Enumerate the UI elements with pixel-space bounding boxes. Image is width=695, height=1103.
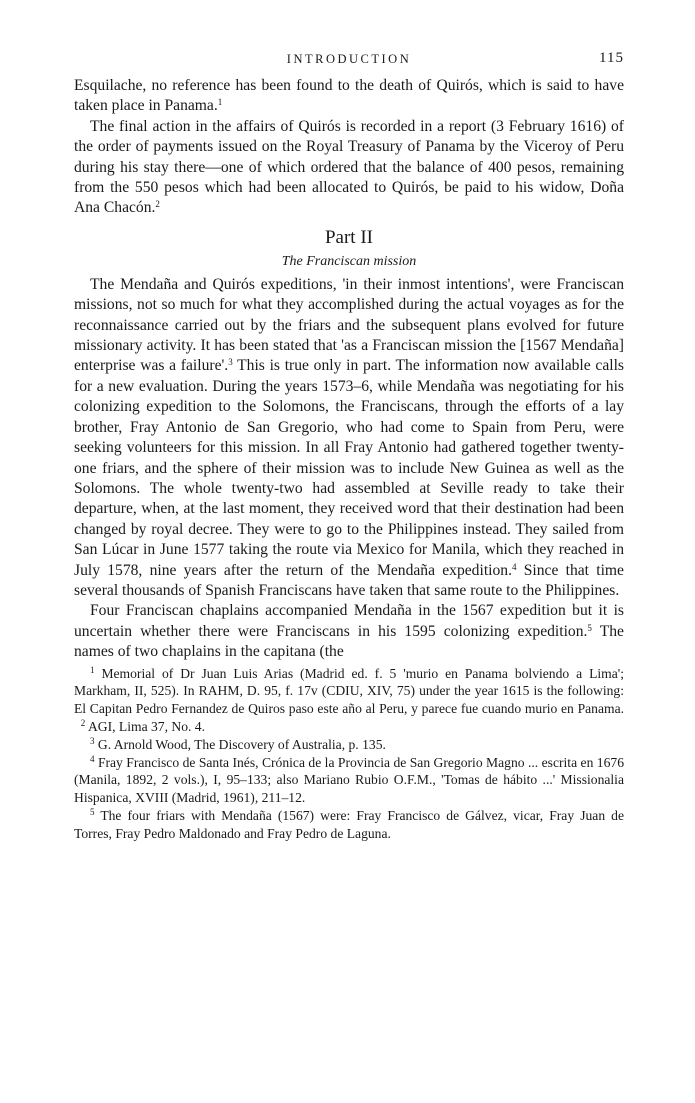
part-subheading: The Franciscan mission: [281, 253, 417, 269]
part-heading: Part II: [324, 226, 373, 248]
paragraph-text: Since that time several thousands of Spanish Franciscans have taken that same route to the Philippines.: [74, 561, 624, 599]
footnote-number: 2: [80, 717, 86, 728]
footnote-text: G. Arnold Wood, The Discovery of Australia, p. 135.: [97, 736, 386, 752]
footnote-text: AGI, Lima 37, No. 4.: [87, 718, 205, 734]
paragraph: [74, 601, 624, 662]
book-page: [74, 52, 624, 843]
footnote: [74, 736, 624, 754]
paragraph: [74, 275, 624, 602]
paragraph-text: The Mendaña and Quirós expeditions, 'in their inmost intentions', were Franciscan missions, not so much for what they accomplished during the actual voyages as for the reconnaissance carried out by the friars and the subsequent plans evolved for future missionary activity. It has been stated that 'as a Franciscan mission the [1567 Mendaña] enterprise was a failure'.: [74, 275, 624, 375]
footnote-number: 1: [90, 664, 95, 675]
footnote: [74, 665, 624, 736]
running-title: INTRODUCTION: [286, 52, 412, 66]
footnote: [74, 754, 624, 807]
footnote-number: 3: [90, 735, 95, 746]
paragraph-continued: [74, 76, 624, 117]
paragraph-text: Esquilache, no reference has been found to the death of Quirós, which is said to have taken place in Panama.: [74, 77, 624, 115]
body-text: [74, 76, 624, 663]
paragraph-text: Four Franciscan chaplains accompanied Mendaña in the 1567 expedition but it is uncertain whether there were Franciscans in his 1595 colonizing expedition.: [74, 602, 624, 640]
footnote-number: 5: [90, 806, 95, 817]
paragraph-text: The names of two chaplains in the capitana (the: [74, 622, 624, 661]
footnote-ref: 3: [228, 357, 233, 368]
footnote-ref: 1: [217, 97, 223, 108]
footnote-number: 4: [90, 753, 95, 764]
footnote: [74, 807, 624, 843]
footnote-ref: 2: [155, 199, 160, 210]
footnote-text: Memorial of Dr Juan Luis Arias (Madrid ed. f. 5 'murio en Panama bolviendo a Lima'; Markham, II, 525). In RAHM, D. 95, f. 17v (CDIU, XIV, 75) under the year 1615 is the following: El Capitan Pedro Fernandez de Quiros paso este año al Peru, y parece fue cuando murio en Panama.: [74, 665, 624, 717]
footnote-ref: 5: [587, 622, 592, 633]
footnote-text: The four friars with Mendaña (1567) were: Fray Francisco de Gálvez, vicar, Fray Juan de Torres, Fray Pedro Maldonado and Fray Pedro de Laguna.: [74, 807, 625, 841]
footnotes: [74, 665, 624, 843]
paragraph: [74, 117, 624, 219]
paragraph-text: This is true only in part. The information now available calls for a new evaluation. During the years 1573–6, while Mendaña was negotiating for his colonizing expedition to the Solomons, the Franciscans, through the efforts of a lay brother, Fray Antonio de San Gregorio, who had come to Spain from Peru, were seeking volunteers for this mission. In all Fray Antonio had gathered together twenty-one friars, and the sphere of their mission was to include New Guinea as well as the Solomons. The whole twenty-two had assembled at Seville ready to take their departure, when, at the last moment, they received word that their destination had been changed by royal decree. They were to go to the Philippines instead. They sailed from San Lúcar in June 1577 taking the route via Mexico for Manila, which they reached in July 1578, nine years after the return of the Mendaña expedition.: [74, 357, 624, 579]
footnote-text: Fray Francisco de Santa Inés, Crónica de la Provincia de San Gregorio Magno ... escrita en 1676 (Manila, 1892, 2 vols.), I, 95–133; also Mariano Rubio O.F.M., 'Tomas de hábito ...' Missionalia Hispanica, XVIII (Madrid, 1961), 211–12.: [74, 754, 624, 806]
footnote-ref: 4: [511, 561, 517, 572]
running-head: [74, 52, 624, 76]
page-number: 115: [599, 50, 624, 66]
paragraph-text: The final action in the affairs of Quirós is recorded in a report (3 February 1616) of the order of payments issued on the Royal Treasury of Panama by the Viceroy of Peru during his stay there—one of which ordered that the balance of 400 pesos, remaining from the 550 pesos which had been allocated to Quirós, be paid to his widow, Doña Ana Chacón.: [74, 117, 624, 217]
